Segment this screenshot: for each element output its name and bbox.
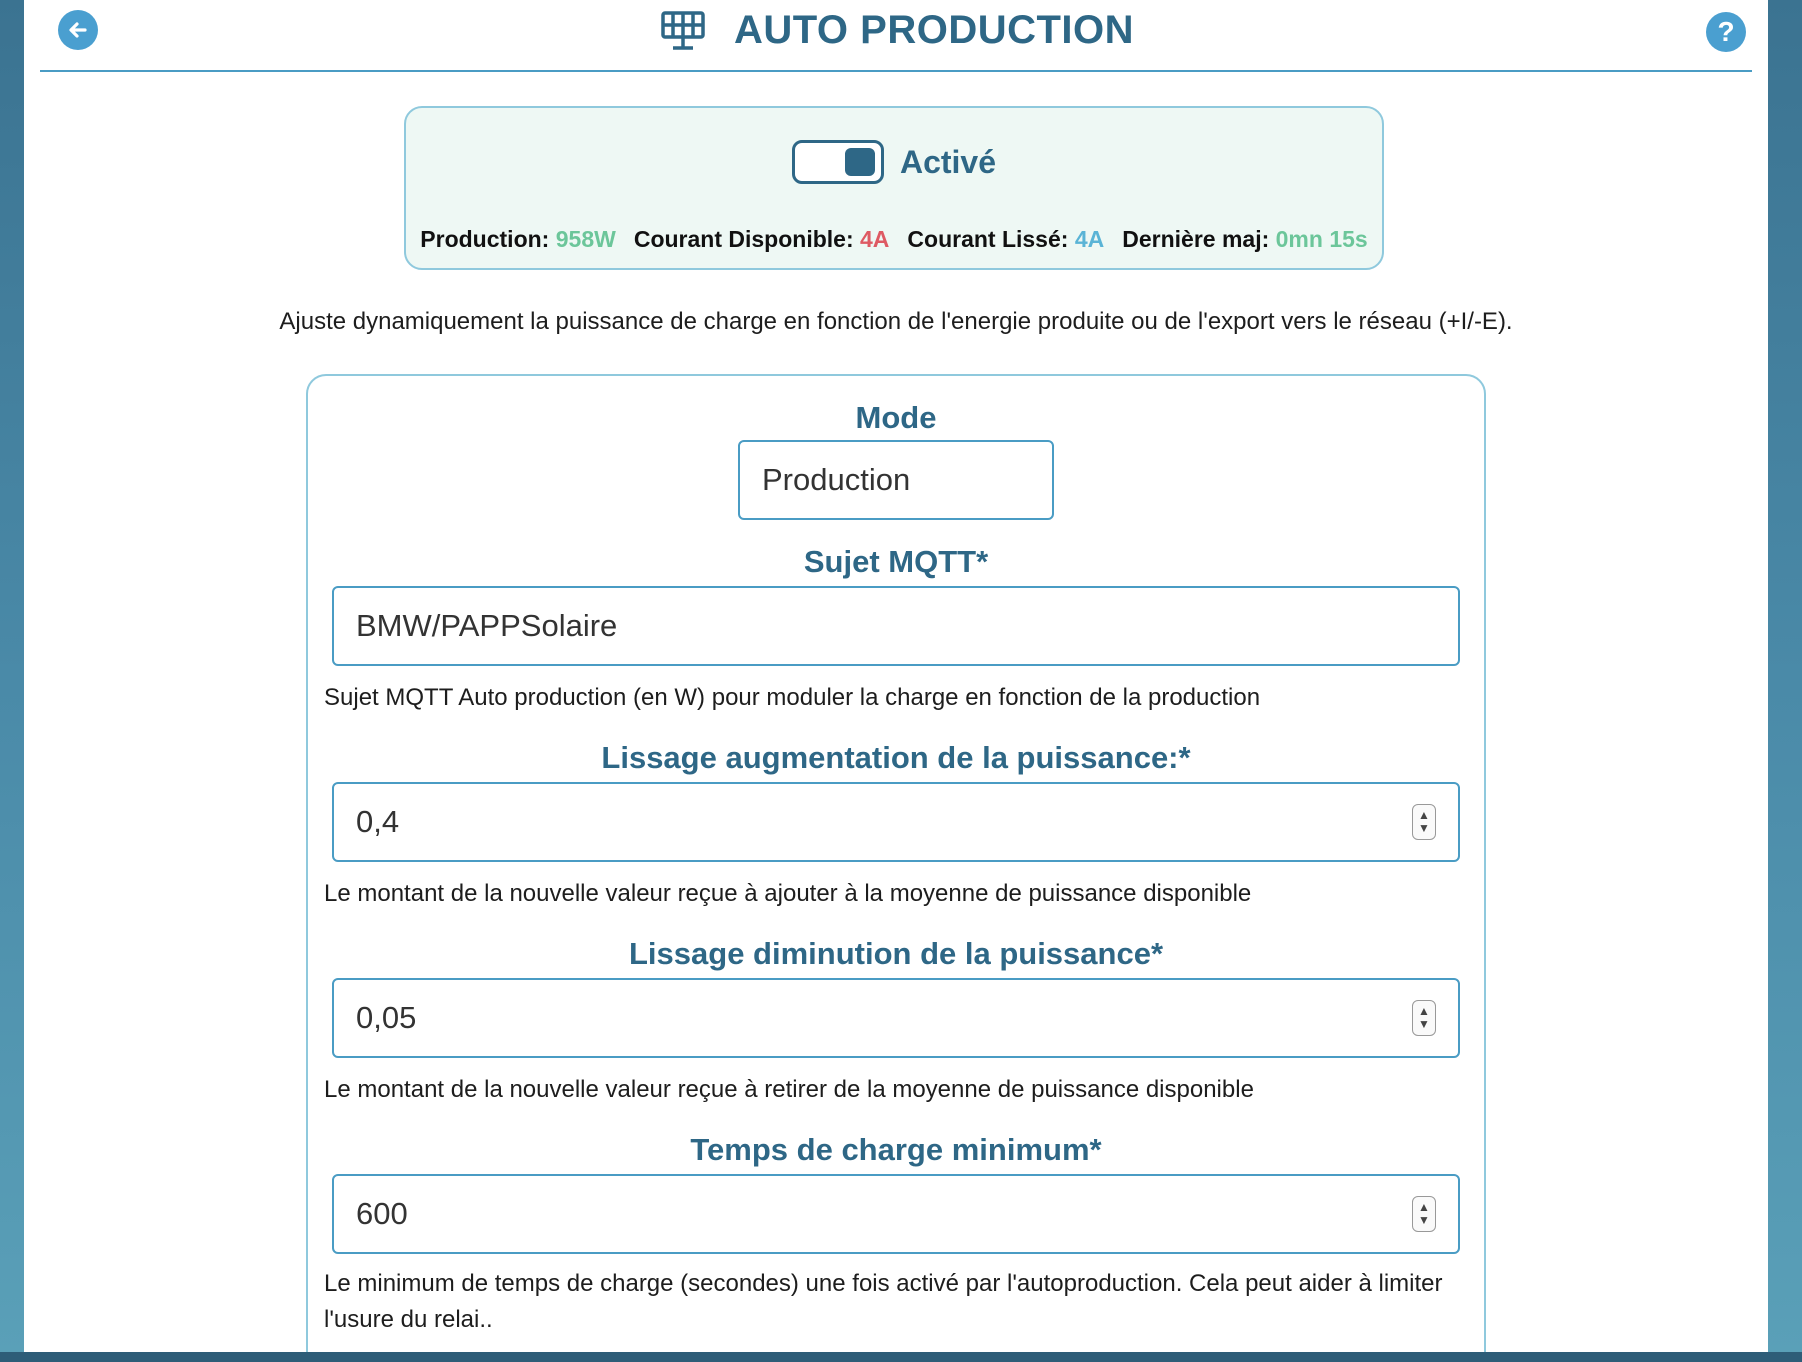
- question-icon: ?: [1717, 16, 1735, 47]
- temps-min-label: Temps de charge minimum*: [690, 1132, 1102, 1167]
- mqtt-label: Sujet MQTT*: [803, 544, 989, 579]
- courant-dispo-label: Courant Disponible:: [633, 226, 854, 252]
- mqtt-help: Sujet MQTT Auto production (en W) pour moduler la charge en fonction de la production: [324, 684, 1261, 711]
- page-description: Ajuste dynamiquement la puissance de charge en fonction de l'energie produite ou de l'export vers le réseau (+I/-E).: [279, 308, 1513, 335]
- temps-min-stepper[interactable]: [1412, 1196, 1436, 1232]
- chevron-up-icon: ▲: [1418, 1200, 1430, 1214]
- main-panel: [24, 0, 1768, 1352]
- bottom-bar: [0, 1352, 1802, 1362]
- lissage-dim-input[interactable]: [332, 978, 1460, 1058]
- page-title: AUTO PRODUCTION: [733, 8, 1135, 52]
- stats-row: [406, 226, 1382, 253]
- activation-toggle[interactable]: [792, 140, 884, 184]
- mode-label: Mode: [855, 400, 937, 435]
- mqtt-topic-input[interactable]: BMW/PAPPSolaire: [332, 586, 1460, 666]
- production-value: 958W: [555, 226, 616, 252]
- courant-lisse-label: Courant Lissé:: [907, 226, 1069, 252]
- help-button[interactable]: [1706, 12, 1746, 52]
- lissage-aug-stepper[interactable]: [1412, 804, 1436, 840]
- lissage-dim-label: Lissage diminution de la puissance*: [628, 936, 1164, 971]
- temps-min-input[interactable]: [332, 1174, 1460, 1254]
- temps-min-value: 600: [356, 1196, 408, 1231]
- lissage-aug-value: 0,4: [356, 804, 400, 839]
- solar-panel-icon: [658, 10, 708, 52]
- mode-select[interactable]: Production: [738, 440, 1054, 520]
- lissage-aug-input[interactable]: [332, 782, 1460, 862]
- toggle-label: Activé: [899, 143, 997, 180]
- derniere-maj-value: 0mn 15s: [1275, 226, 1368, 252]
- stat-derniere-maj: [1122, 226, 1367, 253]
- courant-dispo-value: 4A: [860, 226, 890, 252]
- lissage-dim-value: 0,05: [356, 1000, 417, 1035]
- stat-production: [420, 226, 616, 253]
- chevron-down-icon: ▼: [1418, 1017, 1430, 1031]
- chevron-up-icon: ▲: [1418, 1004, 1430, 1018]
- production-label: Production:: [420, 226, 550, 252]
- chevron-up-icon: ▲: [1418, 808, 1430, 822]
- chevron-down-icon: ▼: [1418, 1213, 1430, 1227]
- courant-lisse-value: 4A: [1074, 226, 1105, 252]
- stat-courant-disponible: [634, 226, 890, 253]
- lissage-dim-help: Le montant de la nouvelle valeur reçue à retirer de la moyenne de puissance disponible: [324, 1076, 1254, 1103]
- lissage-aug-help: Le montant de la nouvelle valeur reçue à ajouter à la moyenne de puissance disponible: [324, 880, 1252, 907]
- page-header: [40, 0, 1752, 72]
- lissage-aug-label: Lissage augmentation de la puissance:*: [601, 740, 1191, 775]
- status-box: [404, 106, 1384, 270]
- chevron-down-icon: ▼: [1418, 821, 1430, 835]
- toggle-knob: [845, 148, 875, 176]
- temps-min-help: Le minimum de temps de charge (secondes) une fois activé par l'autoproduction. Cela peut aider à limiter l'usure du relai..: [324, 1270, 1443, 1333]
- settings-form: [306, 374, 1486, 1352]
- toggle-row: [406, 140, 1382, 184]
- stat-courant-lisse: [907, 226, 1104, 253]
- derniere-maj-label: Dernière maj:: [1122, 226, 1270, 252]
- title-wrap: [40, 8, 1752, 53]
- lissage-dim-stepper[interactable]: [1412, 1000, 1436, 1036]
